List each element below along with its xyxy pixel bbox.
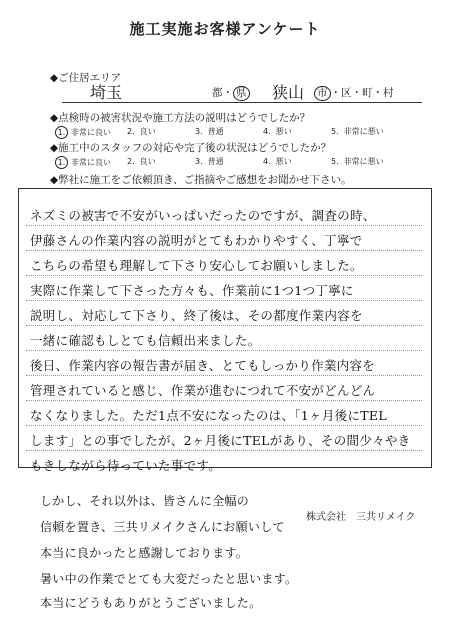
comment-line-8: 管理されていると感じ、作業が進むにつれて不安がどんどん xyxy=(30,383,376,398)
ruled-line xyxy=(26,425,422,426)
q2-option-1-num: 1. xyxy=(55,156,68,169)
q2-option-3-label: 普通 xyxy=(207,157,224,166)
area-row xyxy=(62,82,422,104)
comment-line-11: もきしながら待っていた事です。 xyxy=(30,458,222,473)
ruled-line xyxy=(26,400,422,401)
q1-option-3-num: 3. xyxy=(195,127,203,136)
ruled-line xyxy=(26,250,422,251)
q1-option-1 xyxy=(55,126,111,139)
comment-line-3: こちらの希望も理解して下さり安心してお願いしました。 xyxy=(30,258,363,273)
comment-line-10: します」との事でしたが、2ヶ月後にTELがあり、その間少々やき xyxy=(30,433,411,448)
ruled-line xyxy=(26,275,422,276)
ruled-line xyxy=(26,450,422,451)
q2-option-4-label: 悪い xyxy=(275,157,292,166)
comment-line-5: 説明し、対応して下さり、終了後は、その都度作業内容を xyxy=(30,308,363,323)
q1-option-5 xyxy=(331,126,384,137)
q2-option-5 xyxy=(331,156,384,167)
q1-option-2 xyxy=(127,126,156,137)
prefecture-suffix: 都・ 県 xyxy=(212,85,250,101)
ruled-line xyxy=(26,325,422,326)
prefecture-selected: 県 xyxy=(233,86,250,101)
ruled-line xyxy=(26,375,422,376)
comment-line-2: 伊藤さんの作業内容の説明がとてもわかりやすく、丁寧で xyxy=(30,233,363,248)
q2-option-3-num: 3. xyxy=(195,157,203,166)
q2-option-4-num: 4. xyxy=(263,157,271,166)
q2-option-1 xyxy=(55,156,111,169)
q1-option-4-label: 悪い xyxy=(275,127,292,136)
q2-option-2 xyxy=(127,156,156,167)
q2-option-2-num: 2. xyxy=(127,157,135,166)
q1-label: ◆点検時の被害状況や施工方法の説明はどうでしたか？ xyxy=(50,112,311,124)
tail-line-3: 本当に良かったと感謝しております。 xyxy=(40,546,249,560)
ruled-line xyxy=(26,350,422,351)
tail-line-2: 信頼を置き、三共リメイクさんにお願いして xyxy=(40,520,285,534)
comment-line-6: 一緒に確認もしとても信頼出来ました。 xyxy=(30,333,261,348)
q1-option-4-num: 4. xyxy=(263,127,271,136)
tail-line-1: しかし、それ以外は、皆さんに全幅の xyxy=(40,494,250,508)
prefecture-value: 埼玉 xyxy=(90,83,123,102)
tail-line-5: 本当にどうもありがとうございました。 xyxy=(40,596,262,610)
page-title: 施工実施お客様アンケート xyxy=(129,20,321,38)
city-selected: 市 xyxy=(314,86,331,101)
q1-option-1-label: 非常に良い xyxy=(71,128,111,137)
comment-line-9: なくなりました。ただ1点不安になったのは、「1ヶ月後にTEL xyxy=(30,408,387,423)
ruled-line xyxy=(26,225,422,226)
q2-option-5-num: 5. xyxy=(331,157,339,166)
q1-option-4 xyxy=(263,126,292,137)
comment-box xyxy=(18,188,432,468)
city-value: 狭山 xyxy=(272,83,305,102)
tail-line-4: 暑い中の作業でとても大変だったと思います。 xyxy=(40,572,298,586)
company-name: 株式会社 三共リメイク xyxy=(306,512,416,523)
comment-line-4: 実際に作業して下さった方々も、作業前に1つ1つ丁寧に xyxy=(30,283,354,298)
area-underline xyxy=(62,102,422,103)
comment-line-1: ネズミの被害で不安がいっぱいだったのですが、調査の時、 xyxy=(30,208,376,223)
q2-option-2-label: 良い xyxy=(139,157,156,166)
q2-option-3 xyxy=(195,156,224,167)
q3-label: ◆弊社に施工をご依頼頂き、ご指摘やご感想をお聞かせ下さい。 xyxy=(50,174,352,186)
q1-option-1-num: 1. xyxy=(55,126,68,139)
q2-scale xyxy=(55,154,415,172)
q2-option-4 xyxy=(263,156,292,167)
ruled-line xyxy=(26,300,422,301)
q1-option-2-num: 2. xyxy=(127,127,135,136)
q1-option-5-num: 5. xyxy=(331,127,339,136)
q1-option-2-label: 良い xyxy=(139,127,156,136)
q2-label: ◆施工中のスタッフの対応や完了後の状況はどうでしたか？ xyxy=(50,142,332,154)
q1-option-5-label: 非常に悪い xyxy=(343,127,384,136)
q1-option-3 xyxy=(195,126,224,137)
q2-option-5-label: 非常に悪い xyxy=(343,157,384,166)
area-label: ◆ご住居エリア xyxy=(50,72,122,84)
city-suffix: 市 ・区・町・村 xyxy=(314,85,394,101)
comment-line-7: 後日、作業内容の報告書が届き、とてもしっかり作業内容を xyxy=(30,358,376,373)
q1-option-3-label: 普通 xyxy=(207,127,224,136)
q2-option-1-label: 非常に良い xyxy=(71,158,111,167)
